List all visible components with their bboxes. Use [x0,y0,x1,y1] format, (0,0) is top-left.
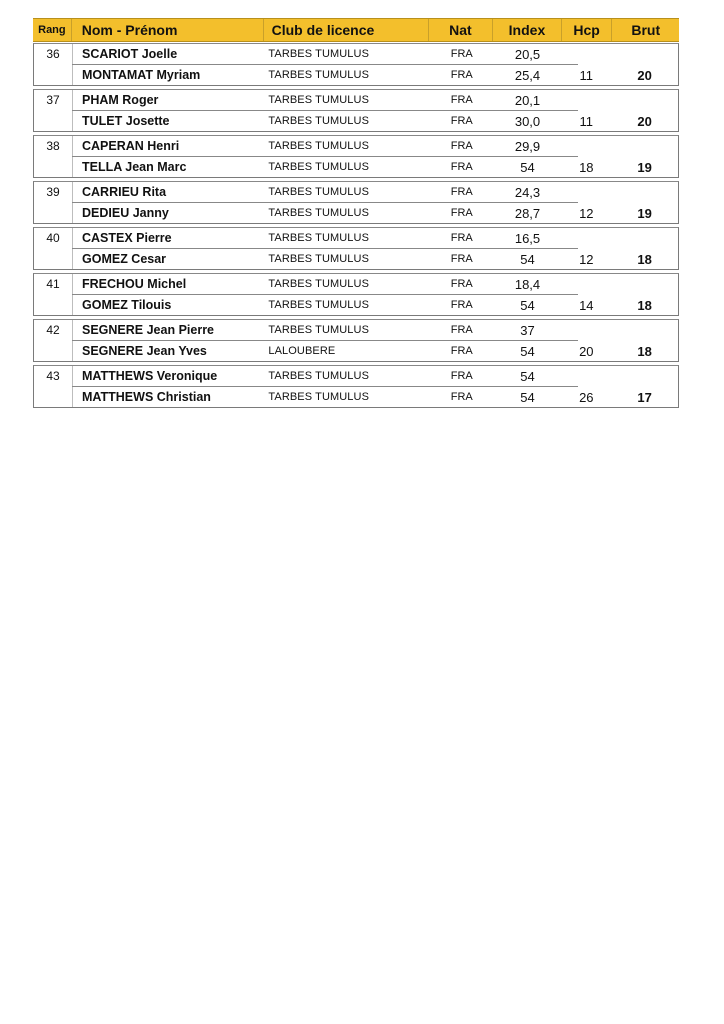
table-row [72,320,678,340]
team-group [33,89,679,132]
club-name: TARBES TUMULUS [268,232,370,244]
brut-value: 17 [637,389,652,405]
hcp-value: 14 [579,297,594,313]
nationality: FRA [450,94,473,106]
club-name: TARBES TUMULUS [268,115,370,127]
player-name: SCARIOT Joelle [82,47,178,61]
club-name: TARBES TUMULUS [268,370,370,382]
hcp-value: 26 [579,389,594,405]
index-value: 54 [520,159,535,175]
rank-cell: 40 [46,231,60,245]
hcp-value: 12 [579,251,594,267]
header-hcp: Hcp [561,19,612,41]
nationality: FRA [450,161,473,173]
club-name: TARBES TUMULUS [268,161,370,173]
brut-value: 19 [637,205,652,221]
team-group [33,135,679,178]
table-row [72,157,678,177]
header-index: Index [492,19,561,41]
club-name: LALOUBERE [268,345,336,357]
nationality: FRA [450,207,473,219]
team-group [33,273,679,316]
index-value: 28,7 [514,205,541,221]
player-name: CARRIEU Rita [82,185,167,199]
rank-cell: 43 [46,369,60,383]
team-group [33,43,679,86]
nationality: FRA [450,391,473,403]
index-value: 29,9 [514,138,541,154]
table-header [33,18,679,42]
table-row [72,65,678,85]
brut-value: 18 [637,297,652,313]
table-row [72,341,678,361]
club-name: TARBES TUMULUS [268,48,370,60]
index-value: 54 [520,251,535,267]
brut-value: 19 [637,159,652,175]
table-row [72,203,678,223]
table-row [72,366,678,386]
nationality: FRA [450,232,473,244]
player-name: TELLA Jean Marc [82,160,187,174]
club-name: TARBES TUMULUS [268,140,370,152]
table-row [72,249,678,269]
brut-value: 18 [637,251,652,267]
player-name: MONTAMAT Myriam [82,68,201,82]
club-name: TARBES TUMULUS [268,186,370,198]
index-value: 25,4 [514,67,541,83]
table-row [72,387,678,407]
index-value: 18,4 [514,276,541,292]
index-value: 24,3 [514,184,541,200]
index-value: 30,0 [514,113,541,129]
brut-value: 20 [637,113,652,129]
header-brut: Brut [611,19,679,41]
index-value: 37 [520,322,535,338]
table-row [72,44,678,64]
hcp-value: 11 [579,113,594,129]
rank-cell: 38 [46,139,60,153]
nationality: FRA [450,140,473,152]
team-group [33,181,679,224]
player-name: CASTEX Pierre [82,231,172,245]
player-name: SEGNERE Jean Pierre [82,323,215,337]
nationality: FRA [450,278,473,290]
player-name: CAPERAN Henri [82,139,180,153]
index-value: 54 [520,389,535,405]
player-name: SEGNERE Jean Yves [82,344,207,358]
player-name: MATTHEWS Christian [82,390,211,404]
hcp-value: 18 [579,159,594,175]
nationality: FRA [450,186,473,198]
brut-value: 20 [637,67,652,83]
rank-cell: 39 [46,185,60,199]
brut-value: 18 [637,343,652,359]
team-group [33,319,679,362]
nationality: FRA [450,345,473,357]
table-row [72,90,678,110]
player-name: GOMEZ Tilouis [82,298,172,312]
table-row [72,182,678,202]
club-name: TARBES TUMULUS [268,324,370,336]
player-name: FRECHOU Michel [82,277,187,291]
index-value: 16,5 [514,230,541,246]
rank-cell: 41 [46,277,60,291]
header-club: Club de licence [263,19,428,41]
table-row [72,136,678,156]
team-group [33,365,679,408]
hcp-value: 12 [579,205,594,221]
table-body [33,43,679,408]
club-name: TARBES TUMULUS [268,391,370,403]
nationality: FRA [450,69,473,81]
nationality: FRA [450,48,473,60]
club-name: TARBES TUMULUS [268,278,370,290]
header-rang: Rang [38,24,66,36]
hcp-value: 11 [579,67,594,83]
hcp-value: 20 [579,343,594,359]
rank-cell: 37 [46,93,60,107]
player-name: GOMEZ Cesar [82,252,167,266]
results-table [33,18,679,408]
player-name: DEDIEU Janny [82,206,169,220]
team-group [33,227,679,270]
player-name: PHAM Roger [82,93,159,107]
player-name: TULET Josette [82,114,170,128]
index-value: 54 [520,343,535,359]
club-name: TARBES TUMULUS [268,94,370,106]
header-nom: Nom - Prénom [71,19,263,41]
club-name: TARBES TUMULUS [268,69,370,81]
index-value: 54 [520,297,535,313]
club-name: TARBES TUMULUS [268,207,370,219]
nationality: FRA [450,253,473,265]
index-value: 20,5 [514,46,541,62]
rank-cell: 42 [46,323,60,337]
nationality: FRA [450,115,473,127]
header-nat: Nat [428,19,493,41]
nationality: FRA [450,324,473,336]
table-row [72,295,678,315]
player-name: MATTHEWS Veronique [82,369,218,383]
club-name: TARBES TUMULUS [268,299,370,311]
table-row [72,111,678,131]
rank-cell: 36 [46,47,60,61]
club-name: TARBES TUMULUS [268,253,370,265]
nationality: FRA [450,370,473,382]
index-value: 54 [520,368,535,384]
index-value: 20,1 [514,92,541,108]
nationality: FRA [450,299,473,311]
table-row [72,274,678,294]
table-row [72,228,678,248]
